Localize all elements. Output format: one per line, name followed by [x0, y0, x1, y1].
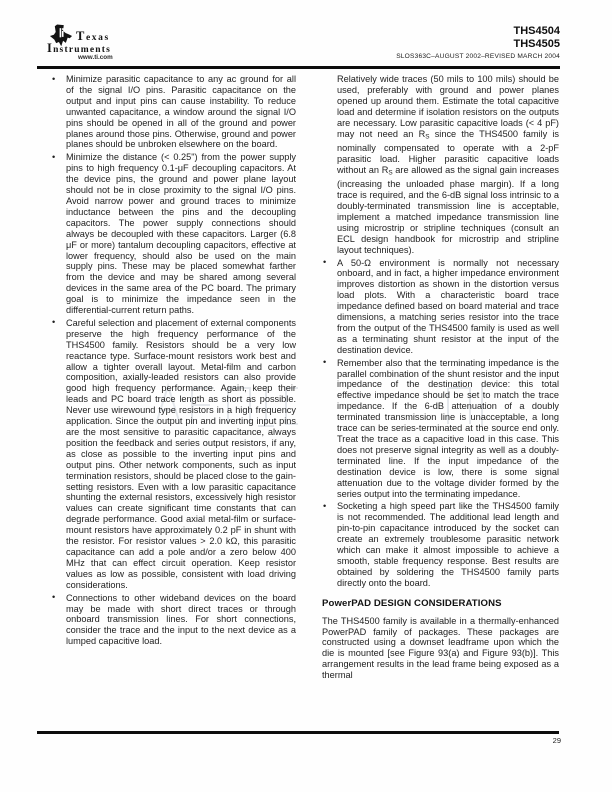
left-column [47, 74, 296, 649]
bullet-socketing [318, 501, 559, 588]
ti-logo [47, 24, 177, 64]
document-revision-line: SLOS363C–AUGUST 2002–REVISED MARCH 2004 [396, 53, 560, 60]
continuation-paragraph [318, 74, 559, 256]
right-column [318, 74, 559, 681]
bullet-marker: • [52, 592, 56, 603]
bullet-text: Careful selection and placement of external components preserve the high frequency performance of the THS4500 family. Resistors should be a very low reactance type. Surface-mount resistors work best and allow a tighter overall layout. Metal-film and carbon composition, axially-leaded resistors can also provide good high frequency performance. Again, keep their leads and PC board trace length as short as possible. Never use wirewound type resistors in a high frequency application. Since the output pin and inverting input pins are the most sensitive to parasitic capacitance, always position the feedback and series output resistors, if any, as close as possible to the inverting input pins and output pins. Other network components, such as input termination resistors, should be placed close to the gain-setting resistors. Even with a low parasitic capacitance shunting the external resistors, excessively high resistor values can create significant time constants that can degrade performance. Good axial metal-film or surface-mount resistors have approximately 0.2 pF in shunt with the resistor. For resistor values > 2.0 kΩ, this parasitic capacitance can add a pole and/or a zero below 400 MHz that can effect circuit operation. Keep resistor values as low as possible, consistent with load driving considerations. [66, 317, 296, 590]
bullet-50-ohm-environment [318, 258, 559, 356]
bullet-marker: • [52, 317, 56, 328]
header-rule [37, 66, 560, 69]
bullet-text: Minimize the distance (< 0.25") from the power supply pins to high frequency 0.1-μF decoupling capacitors. At the device pins, the ground and power plane layout should not be in close proximity to the signal I/O pins. Avoid narrow power and ground traces to minimize inductance between the pins and the decoupling capacitors. The power supply connections should always be decoupled with these capacitors. Larger (6.8 μF or more) tantalum decoupling capacitors, effective at lower frequency, should also be used on the main supply pins. These may be placed somewhat farther from the device and may be shared among several devices in the same area of the PC board. The primary goal is to minimize the impedance seen in the differential-current return paths. [66, 152, 296, 316]
powerpad-paragraph: The THS4500 family is available in a thermally-enhanced PowerPAD family of packages. These packages are constructed using a downset leadframe upon which the die is mounted [see Figure 93(a) and Figure 93(b)]. This arrangement results in the lead frame being exposed as a thermal [322, 615, 559, 681]
bullet-terminating-impedance [318, 358, 559, 500]
bullet-marker: • [323, 257, 327, 267]
ti-website-url: www.ti.com [78, 54, 113, 61]
ti-logo-text-instruments: Instruments [47, 41, 111, 55]
bullet-marker: • [52, 151, 56, 162]
bullet-minimize-parasitic-capacitance [47, 74, 296, 150]
paragraph-text: are allowed as the signal gain increases (increasing the unloaded phase margin). If a long trace is required, and the 6-dB signal loss intrinsic to a doubly-terminated transmission line is acceptable, implement a matched impedance transmission line using microstrip or stripline techniques (consult an ECL design handbook for microstrip and stripline layout techniques). [337, 164, 559, 255]
bullet-text: Connections to other wideband devices on the board may be made with short direct traces or through onboard transmission lines. For short connections, consider the trace and the input to the next device as a lumped capacitive load. [66, 592, 296, 647]
bullet-connections-wideband [47, 593, 296, 648]
bullet-minimize-distance [47, 152, 296, 316]
bullet-careful-selection [47, 318, 296, 591]
part-number-ths4505: THS4505 [513, 37, 560, 50]
subscript-s: S [388, 169, 393, 177]
bullet-marker: • [323, 500, 327, 511]
bullet-text: Minimize parasitic capacitance to any ac ground for all of the signal I/O pins. Parasitic capacitance on the output and input pins can cause instability. To reduce unwanted capacitance, a window around the signal I/O pins should be opened in all of the ground and power planes around those pins. Otherwise, ground and power planes should be unbroken elsewhere on the board. [66, 74, 296, 150]
ti-logo-text-texas: Texas [76, 29, 110, 43]
subscript-s: S [425, 133, 430, 141]
footer-rule [37, 731, 559, 734]
bullet-marker: • [52, 73, 56, 84]
bullet-marker: • [323, 357, 327, 368]
part-number-ths4504: THS4504 [513, 25, 560, 37]
header-part-block [396, 25, 560, 60]
page-number: 29 [552, 736, 561, 745]
bullet-text: Remember also that the terminating impedance is the parallel combination of the shunt resistor and the input impedance of the destination device: this total effective impedance should be set to match the trace impedance. If the 6-dB attenuation of a doubly terminated transmission line is unacceptable, a long trace can be series-terminated at the source end only. Treat the trace as a capacitive load in this case. This does not preserve signal integrity as well as a doubly-terminated line. If the input impedance of the destination device is low, there is some signal attenuation due to the voltage divider formed by the series output into the terminating impedance. [337, 357, 559, 499]
powerpad-section-heading: PowerPAD DESIGN CONSIDERATIONS [322, 597, 502, 609]
paragraph-text: since the THS4500 family is nominally compensated to operate with a 2-pF parasitic load. Higher parasitic capacitive loads without an R [337, 128, 559, 175]
bullet-text: A 50-Ω environment is normally not necessary onboard, and in fact, a higher impedance environment improves distortion as shown in the distortion versus load plots. With a characteristic board trace impedance defined based on board material and trace dimensions, a matching series resistor into the trace from the output of the THS4500 family is used as well as a terminating shunt resistor at the input of the destination device. [337, 257, 559, 355]
paragraph-text: Relatively wide traces (50 mils to 100 mils) should be used, preferably with ground and power planes opened up around them. Estimate the total capacitive load and determine if isolation resistors on the outputs are necessary. Low parasitic capacitive loads (< 4 pF) may not need an R [337, 74, 559, 139]
bullet-text: Socketing a high speed part like the THS4500 family is not recommended. The additional lead length and pin-to-pin capacitance introduced by the socket can create an extremely troublesome parasitic network which can make it almost impossible to achieve a smooth, stable frequency response. Best results are obtained by soldering the THS4500 family parts directly onto the board. [337, 501, 559, 588]
